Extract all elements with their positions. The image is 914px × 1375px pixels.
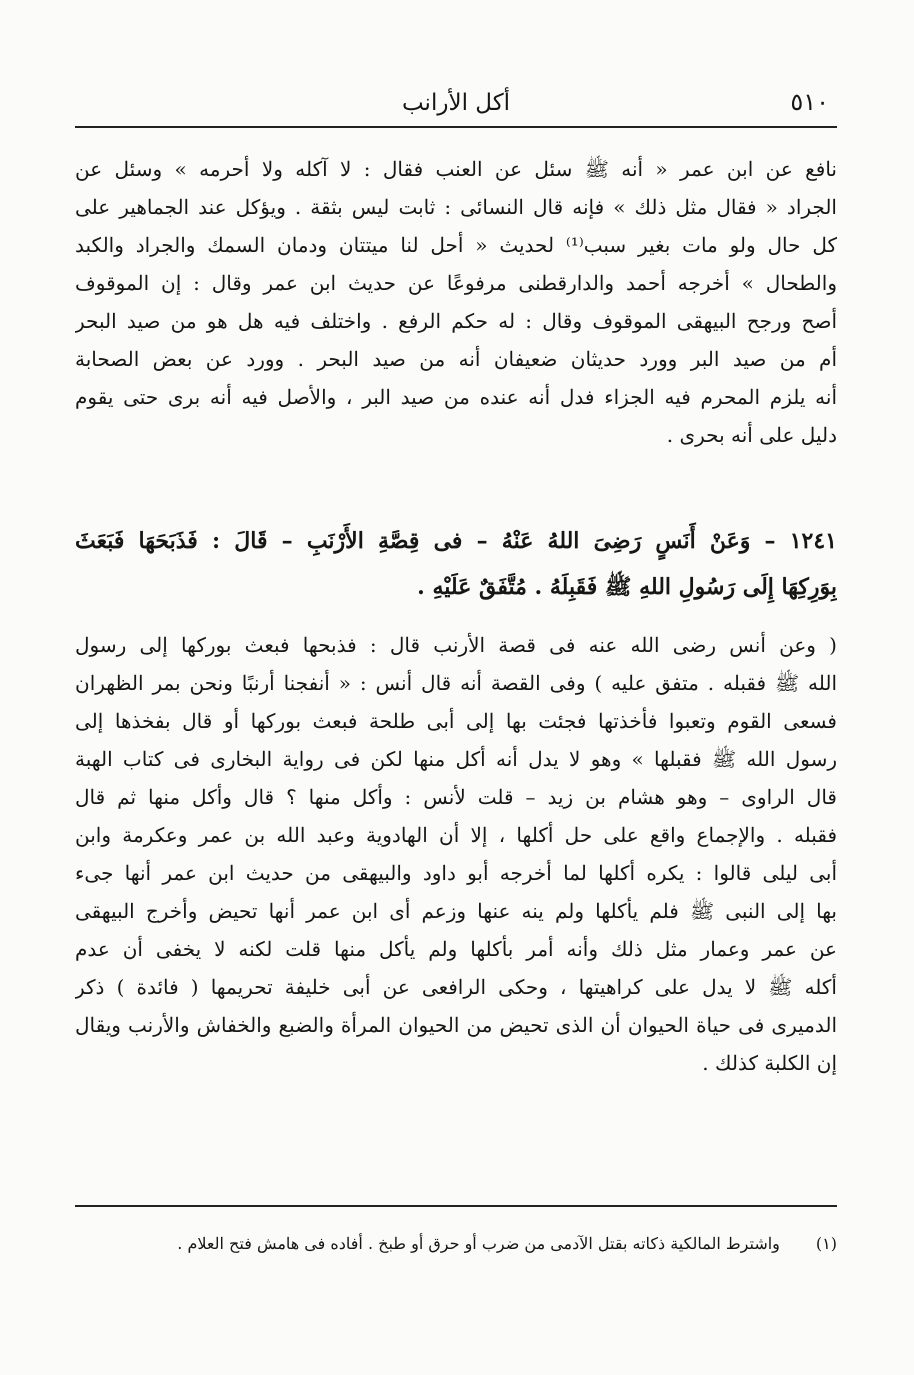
text-line: ( وعن أنس رضى الله عنه فى قصة الأرنب قال : فذبحها فبعث بوركها إلى رسول	[75, 633, 837, 657]
hadith-line: ١٢٤١ – وَعَنْ أَنَسٍ رَضِىَ اللهُ عَنْهُ – فى قِصَّةِ الأَرْنَبِ – قَالَ : فَذَبَحَهَا فَبَعَثَ	[75, 528, 837, 554]
text-line: كل حال ولو مات بغير سبب⁽¹⁾ لحديث « أحل لنا ميتتان ودمان السمك والجراد والكبد	[75, 233, 837, 257]
page-title: أكل الأرانب	[401, 90, 511, 116]
text-line: رسول الله ﷺ فقبلها » وهو لا يدل أنه أكل منها لكن فى رواية البخارى فى كتاب الهبة	[75, 747, 837, 771]
page-header	[75, 86, 837, 126]
commentary-paragraph-2	[75, 626, 837, 1082]
page-number: ٥١٠	[790, 88, 829, 116]
footnote	[75, 1234, 837, 1253]
text-line: إن الكلبة كذلك .	[702, 1051, 837, 1075]
text-line: فقبله . والإجماع واقع على حل أكلها ، إلا أن الهادوية وعبد الله بن عمر وعكرمة وابن	[75, 823, 837, 847]
text-line: عن عمر وعمار مثل ذلك وأنه أمر بأكلها ولم يأكل منها قلت لكنه لا يخفى أن عدم	[75, 937, 837, 961]
footnote-divider	[75, 1205, 837, 1207]
text-line: فسعى القوم وتعبوا فأخذتها فجئت بها إلى أبى طلحة فبعث بوركها أو قال بفخذها إلى	[75, 709, 837, 733]
hadith-text	[75, 518, 837, 610]
hadith-line: بِوَرِكِهَا إِلَى رَسُولِ اللهِ ﷺ فَقَبِلَهُ . مُتَّفَقٌ عَلَيْهِ .	[417, 574, 837, 600]
footnote-text: واشترط المالكية ذكاته بقتل الآدمى من ضرب أو حرق أو طبخ . أفاده فى هامش فتح العلام .	[177, 1234, 780, 1253]
text-line: أم من صيد البر وورد حديثان ضعيفان أنه من صيد البحر . وورد عن بعض الصحابة	[75, 347, 837, 371]
text-line: الجراد « فقال مثل ذلك » فإنه قال النسائى : ثابت ليس بثقة . ويؤكل عند الجماهير على	[75, 195, 837, 219]
text-line: الدميرى فى حياة الحيوان أن الذى تحيض من الحيوان المرأة والضبع والخفاش والأرنب ويقال	[75, 1013, 837, 1037]
text-line: والطحال » أخرجه أحمد والدارقطنى مرفوعًا عن حديث ابن عمر وقال : إن الموقوف	[75, 271, 837, 295]
text-line: بها إلى النبى ﷺ فلم يأكلها ولم ينه عنها وزعم أى ابن عمر أنها تحيض وأخرج البيهقى	[75, 899, 837, 923]
text-line: دليل على أنه بحرى .	[666, 423, 837, 447]
text-line: الله ﷺ فقبله . متفق عليه ) وفى القصة أنه قال أنس : « أنفجنا أرنبًا ونحن بمر الظهران	[75, 671, 837, 695]
text-line: أصح ورجح البيهقى الموقوف وقال : له حكم الرفع . واختلف فيه هل هو من صيد البحر	[75, 309, 837, 333]
text-line: أنه يلزم المحرم فيه الجزاء فدل أنه عنده من صيد البر ، والأصل فيه أنه برى حتى يقوم	[75, 385, 837, 409]
header-divider	[75, 126, 837, 128]
commentary-paragraph-1	[75, 150, 837, 454]
text-line: أكله ﷺ لا يدل على كراهيتها ، وحكى الرافعى عن أبى خليفة تحريمها ( فائدة ) ذكر	[75, 975, 837, 999]
text-line: نافع عن ابن عمر « أنه ﷺ سئل عن العنب فقال : لا آكله ولا أحرمه » وسئل عن	[75, 157, 837, 181]
text-line: قال الراوى – وهو هشام بن زيد – قلت لأنس : وأكل منها ؟ قال وأكل منها ثم قال	[75, 785, 837, 809]
text-line: أبى ليلى قالوا : يكره أكلها لما أخرجه أبو داود والبيهقى من حديث ابن عمر أنها جىء	[75, 861, 837, 885]
footnote-number: (١)	[815, 1234, 837, 1253]
